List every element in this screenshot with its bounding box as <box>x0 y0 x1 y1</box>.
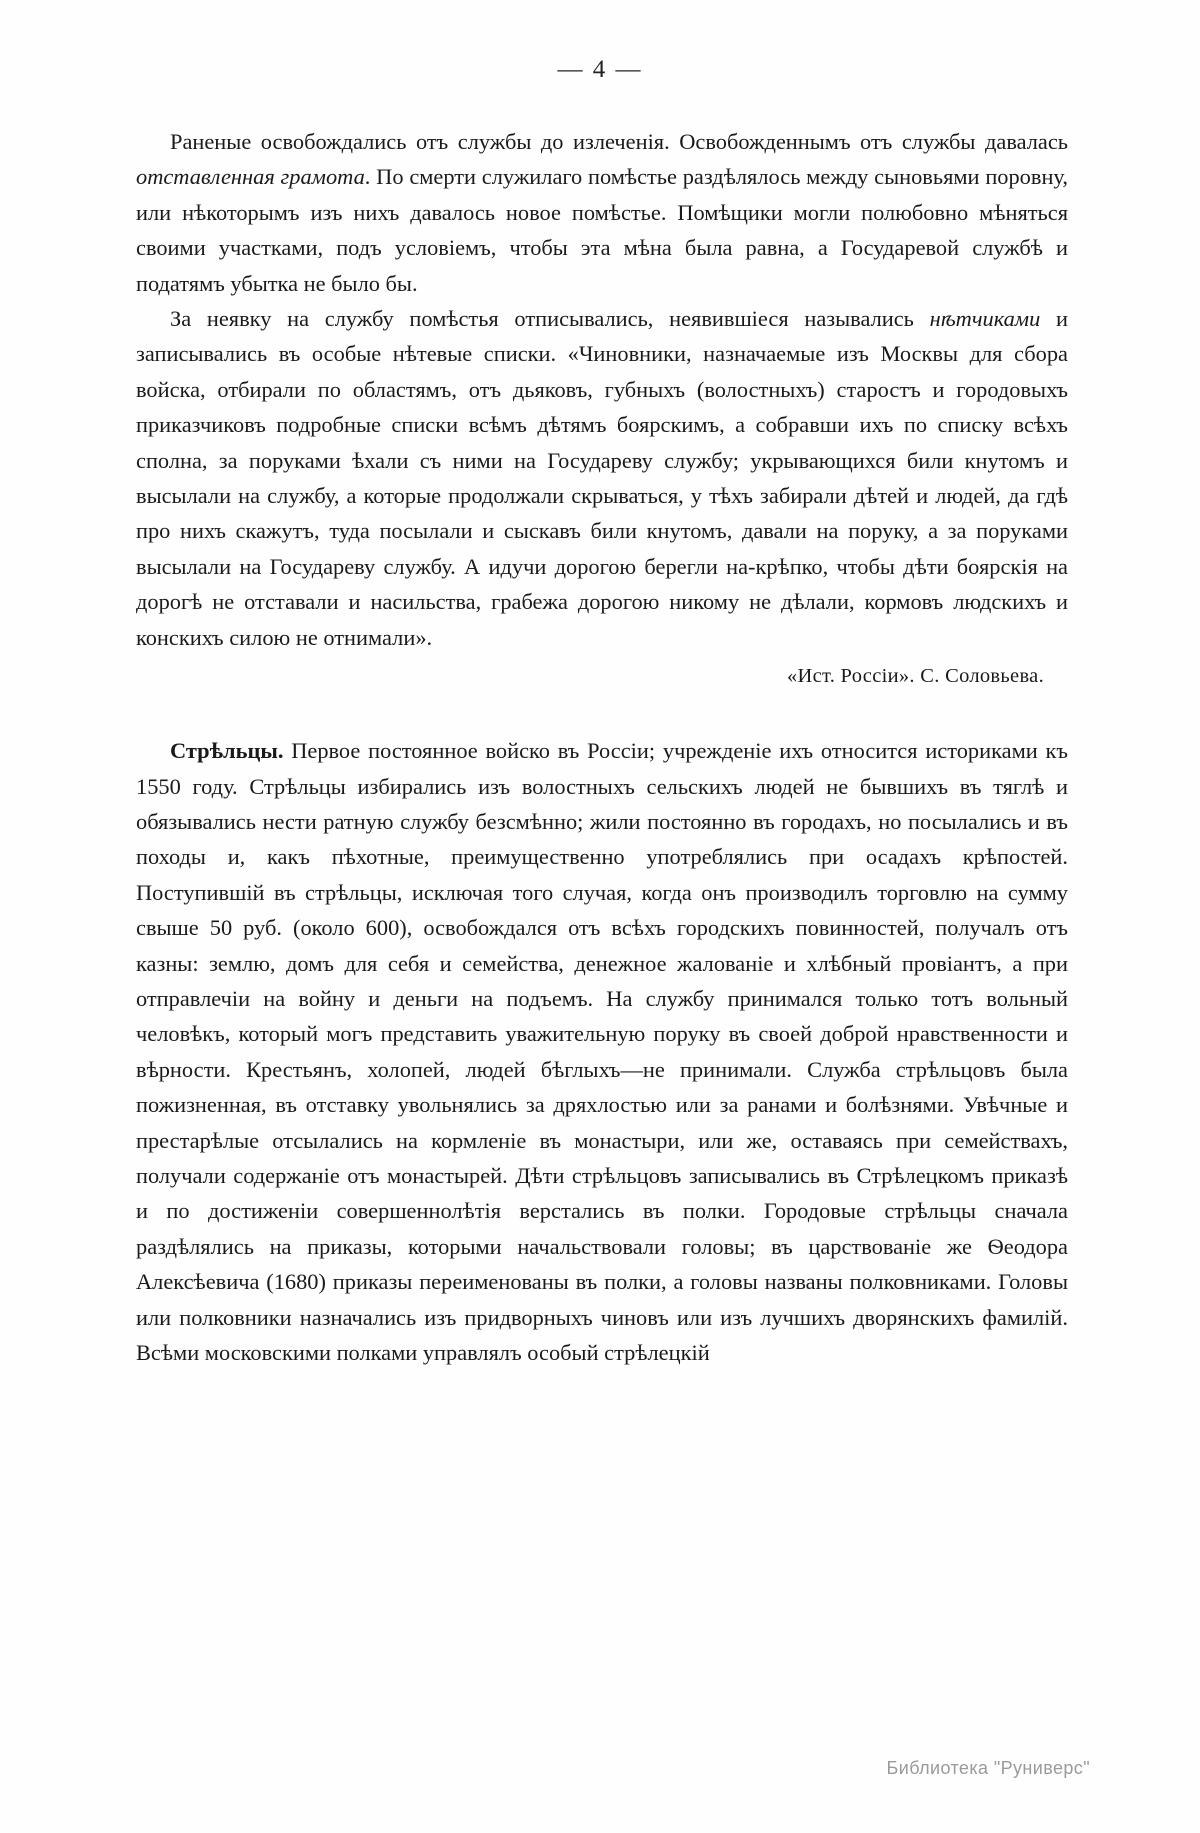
section-divider <box>136 691 1068 733</box>
paragraph-2-text-a: За неявку на службу помѣстья отписывались, неявившіеся назывались <box>170 306 930 332</box>
paragraph-2-italic-term: нѣтчиками <box>929 306 1041 332</box>
paragraph-wounded-release <box>136 124 1068 301</box>
paragraph-1-italic-term: отставленная грамота <box>136 164 365 190</box>
page-content <box>136 124 1068 1370</box>
paragraph-2-text-b: и записывались въ особые нѣтевые списки. «Чиновники, назначаемые изъ Москвы для сбора войска, отбирали по областямъ, отъ дьяковъ, губныхъ (волостныхъ) старостъ и городовыхъ приказчиковъ подробные списки всѣмъ дѣтямъ боярскимъ, а собравши ихъ по списку всѣхъ сполна, за поруками ѣхали съ ними на Государеву службу; укрывающихся били кнутомъ и высылали на службу, а которые продолжали скрываться, у тѣхъ забирали дѣтей и людей, да гдѣ про нихъ скажутъ, туда посылали и сыскавъ били кнутомъ, давали на поруку, а за поруками высылали на Государеву службу. А идучи дорогою берегли на-крѣпко, чтобы дѣти боярскія на дорогѣ не отставали и насильства, грабежа дорогою никому не дѣлали, кормовъ людскихъ и конскихъ силою не отнимали». <box>136 306 1068 650</box>
page-number: — 4 — <box>557 56 643 83</box>
paragraph-streltsy <box>136 733 1068 1370</box>
source-attribution: «Ист. Россіи». С. Соловьева. <box>786 665 1044 688</box>
paragraph-netchiki <box>136 301 1068 655</box>
paragraph-1-text-b: . По смерти служилаго помѣстье раздѣлялось между сыновьями поровну, или нѣкоторымъ изъ нихъ давалось новое помѣстье. Помѣщики могли полюбовно мѣняться своими участками, подъ условіемъ, чтобы эта мѣна была равна, а Государевой службѣ и податямъ убытка не было бы. <box>136 164 1068 296</box>
paragraph-3-text: Первое постоянное войско въ Россіи; учрежденіе ихъ относится историками къ 1550 году. Стрѣльцы избирались изъ волостныхъ сельскихъ людей не бывшихъ въ тяглѣ и обязывались нести ратную службу безсмѣнно; жили постоянно въ городахъ, но посылались и въ походы и, какъ пѣхотные, преимущественно употреблялись при осадахъ крѣпостей. Поступившій въ стрѣльцы, исключая того случая, когда онъ производилъ торговлю на сумму свыше 50 руб. (около 600), освобождался отъ всѣхъ городскихъ повинностей, получалъ отъ казны: землю, домъ для себя и семейства, денежное жалованіе и хлѣбный провіантъ, а при отправлечіи на войну и деньги на подъемъ. На службу принимался только тотъ вольный человѣкъ, который могъ представить уважительную поруку въ своей доброй нравственности и вѣрности. Крестьянъ, холопей, людей бѣглыхъ—не принимали. Служба стрѣльцовъ была пожизненная, въ отставку увольнялись за дряхлостью или за ранами и болѣзнями. Увѣчные и престарѣлые отсылались на кормленіе въ монастыри, или же, оставаясь при семействахъ, получали содержаніе отъ монастырей. Дѣти стрѣльцовъ записывались въ Стрѣлецкомъ приказѣ и по достиженіи совершеннолѣтія верстались въ полки. Городовые стрѣльцы сначала раздѣлялись на приказы, которыми начальствовали головы; въ царствованіе же Ѳеодора Алексѣевича (1680) приказы переименованы въ полки, а головы названы полковниками. Головы или полковники назначались изъ придворныхъ чиновъ или изъ лучшихъ дворянскихъ фамилій. Всѣми московскими полками управлялъ особый стрѣлецкій <box>136 738 1068 1365</box>
paragraph-1-text-a: Раненые освобождались отъ службы до излеченія. Освобожденнымъ отъ службы давалась <box>170 129 1068 154</box>
section-heading-streltsy: Стрѣльцы. <box>170 738 284 764</box>
library-watermark: Библиотека "Руниверс" <box>886 1758 1090 1778</box>
